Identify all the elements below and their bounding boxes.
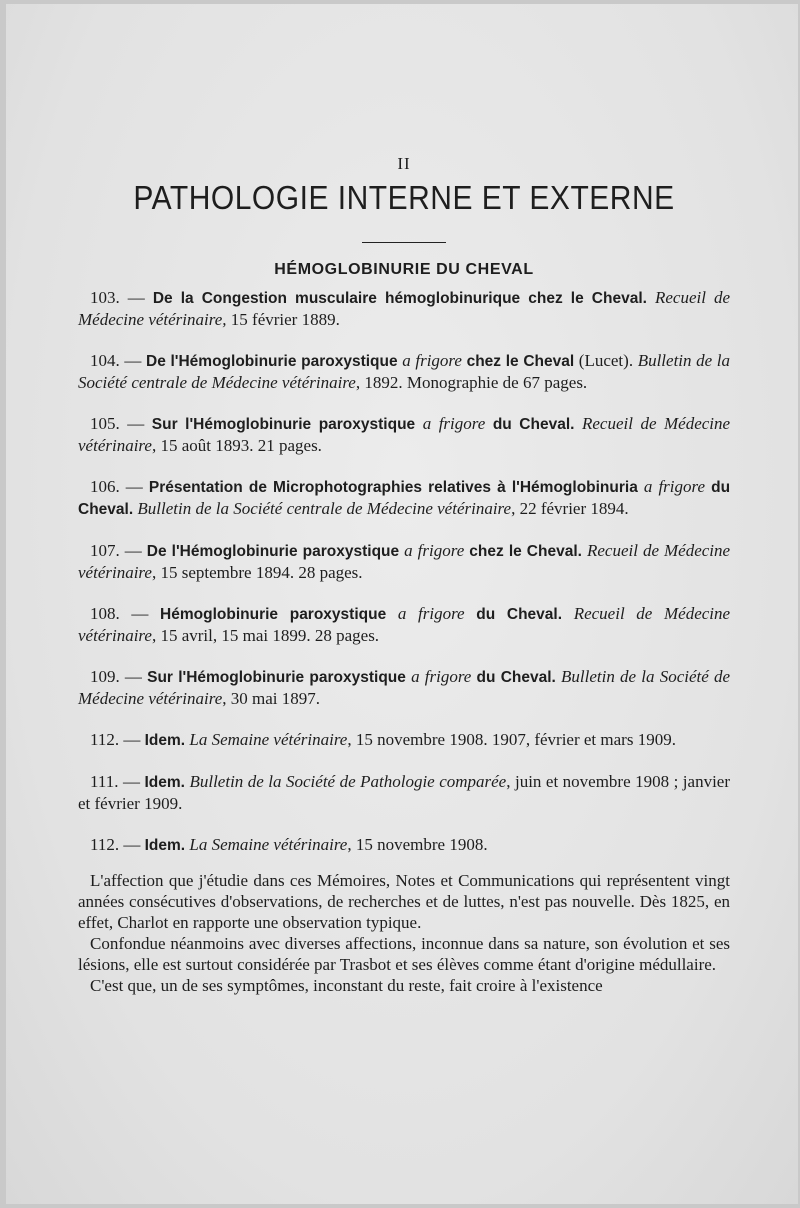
entry-i2: Bulletin de la Société de Médecine vétérinaire [78,667,731,708]
bibliography-entry [78,834,730,856]
entry-dash: — [119,477,149,496]
entry-t1: Sur l'Hémoglobinurie paroxystique [151,416,416,433]
entry-s3 [562,604,574,623]
entry-num: 106. [90,477,120,496]
entry-r1: 15 février 1889. [226,310,340,329]
entry-i1: a frigore [643,477,706,496]
page-content [78,154,730,996]
entry-r1: (Lucet). [574,351,638,370]
entry-t2: du Cheval. [78,479,731,518]
document-page [6,4,798,1204]
entry-s3 [574,414,582,433]
entry-t1: Sur l'Hémoglobinurie paroxystique [147,669,406,686]
entry-i2: Recueil de Médecine vétérinaire [78,414,731,455]
body-paragraph: Confondue néanmoins avec diverses affections, inconnue dans sa nature, son évolution et ses lésions, elle est surtout considérée par Trasbot et ses élèves comme étant d'origine médullaire. [78,934,730,974]
body-text [78,870,730,996]
entry-t1: Idem. [144,732,186,749]
entry-i2: Bulletin de la Société centrale de Médecine vétérinaire [78,351,731,392]
entry-t2: chez le Cheval. [469,543,582,560]
entry-r1: , 15 novembre 1908. 1907, février et mars 1909. [347,730,676,749]
entry-s2 [465,604,477,623]
entry-i2: Recueil de Médecine vétérinaire [78,604,731,645]
entry-s1 [415,414,423,433]
bibliography-list [78,287,730,856]
entry-t2: du Cheval. [476,669,556,686]
entry-r2: , 30 mai 1897. [222,689,321,708]
entry-i1: La Semaine vétérinaire [189,835,348,854]
entry-i1: a frigore [404,541,465,560]
entry-r2: , 1892. Monographie de 67 pages. [355,373,588,392]
entry-num: 104. [90,351,120,370]
entry-s1 [647,288,655,307]
entry-i2: Bulletin de la Société centrale de Médecine vétérinaire [137,499,512,518]
entry-r2: , 15 septembre 1894. 28 pages. [151,563,363,582]
page-title: PATHOLOGIE INTERNE ET EXTERNE [133,179,675,217]
entry-i1: Recueil de Médecine vétérinaire, [78,288,731,329]
entry-dash: — [119,835,145,854]
entry-i1: a frigore [402,351,462,370]
entry-dash: — [118,772,145,791]
entry-dash: — [119,541,147,560]
entry-num: 108. [90,604,120,623]
entry-num: 111. [90,772,119,791]
bibliography-entry [78,603,730,646]
entry-t1: De l'Hémoglobinurie paroxystique [146,353,398,370]
entry-t2: du Cheval. [476,606,563,623]
entry-num: 103. [90,288,120,307]
entry-dash: — [119,288,153,307]
bibliography-entry [78,413,730,456]
bibliography-entry [78,729,730,751]
entry-num: 109. [90,667,120,686]
entry-i1: a frigore [422,414,486,433]
entry-num: 112. [90,835,120,854]
entry-num: 112. [90,730,120,749]
entry-dash: — [119,730,145,749]
entry-num: 105. [90,414,120,433]
section-number: II [397,154,411,173]
title-divider [362,242,446,243]
bibliography-entry [78,666,730,709]
entry-t2: chez le Cheval [466,353,575,370]
entry-i1: a frigore [411,667,472,686]
entry-r1: , 15 novembre 1908. [347,835,488,854]
entry-r2: , 15 août 1893. 21 pages. [151,436,322,455]
bibliography-entry [78,476,730,520]
bibliography-entry [78,287,730,330]
entry-dash: — [119,667,148,686]
entry-s1 [386,604,398,623]
entry-dash: — [119,351,146,370]
bibliography-entry [78,350,730,393]
entry-t1: Idem. [144,774,185,791]
entry-i1: La Semaine vétérinaire [189,730,348,749]
entry-t1: Hémoglobinurie paroxystique [160,606,387,623]
bibliography-entry [78,540,730,583]
entry-num: 107. [90,541,120,560]
entry-t1: De la Congestion musculaire hémoglobinurique chez le Cheval. [152,290,647,307]
entry-dash: — [119,604,161,623]
entry-r1: , juin et novembre 1908 ; janvier et février 1909. [78,772,731,813]
body-paragraph: L'affection que j'étudie dans ces Mémoires, Notes et Communications qui représentent vingt années consécutives d'observations, de recherches et de luttes, n'est pas nouvelle. Dès 1825, en effet, Charlot en rapporte une observation typique. [78,871,730,932]
entry-dash: — [119,414,152,433]
entry-r2: , 15 avril, 15 mai 1899. 28 pages. [151,626,380,645]
entry-t1: Présentation de Microphotographies relatives à l'Hémoglobinuria [148,479,638,496]
entry-i1: a frigore [397,604,465,623]
body-paragraph: C'est que, un de ses symptômes, inconstant du reste, fait croire à l'existence [90,976,603,995]
entry-t1: De l'Hémoglobinurie paroxystique [146,543,400,560]
entry-i1: Bulletin de la Société de Pathologie comparée [189,772,507,791]
entry-r2: , 22 février 1894. [511,499,629,518]
entry-i2: Recueil de Médecine vétérinaire [78,541,731,582]
entry-s2 [485,414,493,433]
section-subtitle: HÉMOGLOBINURIE DU CHEVAL [274,261,534,278]
entry-t1: Idem. [144,837,186,854]
entry-t2: du Cheval. [492,416,575,433]
bibliography-entry [78,771,730,814]
